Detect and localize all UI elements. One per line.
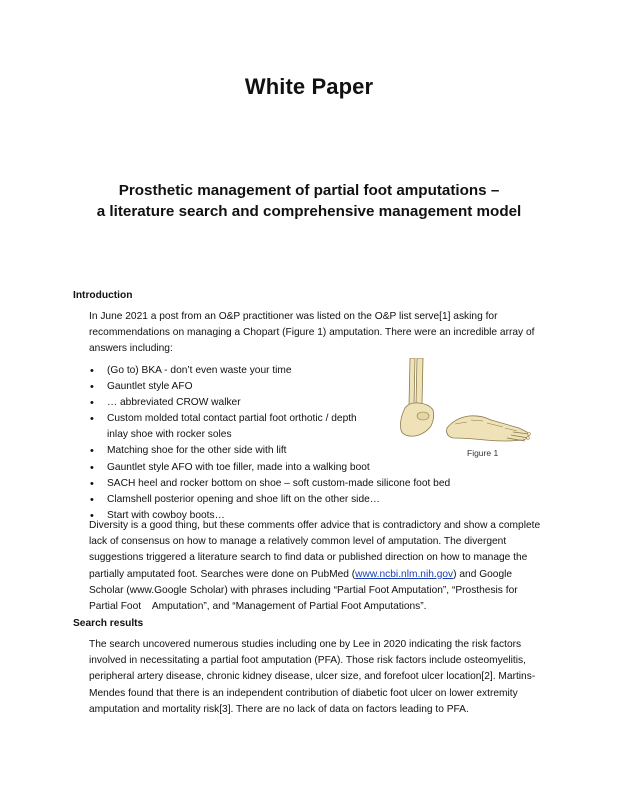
list-item: • Custom molded total contact partial foot orthotic / depth [89,411,459,427]
diversity-paragraph [89,518,544,615]
introduction-paragraph: In June 2021 a post from an O&P practitioner was listed on the O&P list serve[1] asking for recommendations on managing a Chopart (Figure 1) amputation. There were an incredible array of answers including: [89,311,535,355]
document-title: White Paper [244,74,374,99]
pubmed-link[interactable]: www.ncbi.nlm.nih.gov [355,568,454,580]
search-results-paragraph: The search uncovered numerous studies including one by Lee in 2020 indicating the risk factors involved in necessitating a partial foot amputation (PFA). Those risk factors include osteomyelitis, peripheral artery disease, chronic kidney disease, ulcer size, and forefoot ulcer location[2]. Martins-Mendes found that there is an independent contribution of diabetic foot ulcer on lower extremity amputation and mortality risk[3]. There are no lack of data on factors leading to PFA. [89,639,536,715]
list-item: • … abbreviated CROW walker [89,395,459,411]
figure-caption: Figure 1 [467,448,499,458]
list-item-continuation-text: inlay shoe with rocker soles [107,429,232,441]
list-item: • (Go to) BKA - don’t even waste your time [89,363,459,379]
subtitle-line-1: Prosthetic management of partial foot amputations – [118,182,500,199]
subtitle-line-2: a literature search and comprehensive management model [96,203,522,220]
list-item: • Clamshell posterior opening and shoe lift on the other side… [89,492,459,508]
list-item: • SACH heel and rocker bottom on shoe – soft custom-made silicone foot bed [89,476,459,492]
search-results-heading: Search results [73,618,144,629]
list-item: • Matching shoe for the other side with lift [89,443,459,459]
introduction-heading: Introduction [73,290,133,301]
figure-1 [395,358,545,462]
diversity-text-2: ) and Google Scholar (www.Google Scholar) with phrases including “Partial Foot Amputation”, “Prosthesis for Partial Foot Amputation”, and “Management of Partial Foot Amputations”. [89,568,518,613]
list-item: • Gauntlet style AFO with toe filler, made into a walking boot [89,460,459,476]
list-item: • Start with cowboy boots… [89,508,459,524]
list-item: • Gauntlet style AFO [89,379,459,395]
foot-skeleton-icon [395,358,545,448]
document-subtitle [0,180,618,222]
diversity-text-1: Diversity is a good thing, but these comments offer advice that is contradictory and show a complete lack of consensus on how to manage a relatively common level of amputation. The divergent suggestions triggered a literature search to find data or published direction on how to manage the partially amputated foot. Searches were done on PubMed ( [89,520,541,580]
